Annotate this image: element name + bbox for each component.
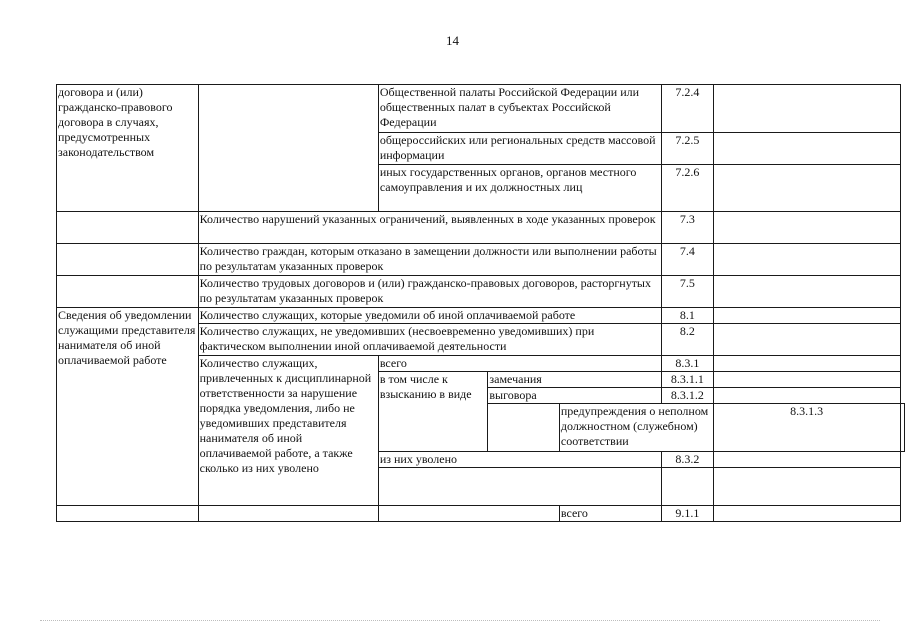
row-9-1-1-code: 9.1.1 bbox=[662, 506, 714, 522]
row-8-3-1-text: всего bbox=[378, 356, 662, 372]
value-cell bbox=[714, 276, 901, 308]
row-8-1-text: Количество служащих, которые уведомили об иной оплачиваемой работе bbox=[198, 308, 662, 324]
block7-label-cell bbox=[57, 85, 199, 212]
value-cell bbox=[714, 133, 901, 165]
value-cell bbox=[714, 212, 901, 244]
block8-sub-label-cell bbox=[198, 356, 378, 506]
row-8-3-1-code: 8.3.1 bbox=[662, 356, 714, 372]
report-table bbox=[56, 84, 905, 522]
penalty-label: в том числе к взысканию в виде bbox=[379, 372, 472, 401]
value-cell bbox=[714, 388, 901, 404]
row-7-3-code: 7.3 bbox=[662, 212, 714, 244]
penalty-label-cell bbox=[378, 372, 488, 452]
page-number: 14 bbox=[446, 33, 459, 48]
value-cell bbox=[714, 165, 901, 212]
row-8-3-1-3-code: 8.3.1.3 bbox=[714, 404, 901, 452]
row-9-1-1-text: всего bbox=[559, 506, 662, 522]
block8-sub-label: Количество служащих, привлеченных к дисциплинарной ответственности за нарушение порядка уведомления, либо не уведомивших представителя нанимателя об иной оплачиваемой работе, а также сколько из них уволено bbox=[199, 356, 372, 475]
block7-empty-cell bbox=[198, 85, 378, 212]
block8-label-cell bbox=[57, 308, 199, 506]
row-8-3-1-1-text: замечания bbox=[488, 372, 662, 388]
row-8-2-text: Количество служащих, не уведомивших (несвоевременно уведомивших) при фактическом выполнении иной оплачиваемой деятельности bbox=[198, 324, 662, 356]
value-cell bbox=[714, 244, 901, 276]
value-cell bbox=[714, 308, 901, 324]
item-7-2-4-code: 7.2.4 bbox=[662, 85, 714, 133]
row-8-3-1-2-text: выговора bbox=[488, 388, 662, 404]
empty-cell bbox=[57, 506, 199, 522]
item-7-2-5-text: общероссийских или региональных средств массовой информации bbox=[378, 133, 662, 165]
penalty-spacer-cell bbox=[488, 404, 559, 452]
row-8-3-2-text: из них уволено bbox=[378, 452, 662, 468]
row-7-5-text: Количество трудовых договоров и (или) гражданско-правовых договоров, расторгнутых по результатам указанных проверок bbox=[198, 276, 662, 308]
value-cell bbox=[714, 506, 901, 522]
value-cell bbox=[714, 356, 901, 372]
row-8-2-code: 8.2 bbox=[662, 324, 714, 356]
value-cell bbox=[901, 404, 905, 452]
item-7-2-4-text: Общественной палаты Российской Федерации или общественных палат в субъектах Российской Федерации bbox=[378, 85, 662, 133]
item-7-2-6-text: иных государственных органов, органов местного самоуправления и их должностных лиц bbox=[378, 165, 662, 212]
empty-cell bbox=[57, 244, 199, 276]
empty-cell bbox=[57, 212, 199, 244]
value-cell bbox=[714, 452, 901, 468]
row-8-1-code: 8.1 bbox=[662, 308, 714, 324]
row-8-3-1-3-text: предупреждения о неполном должностном (служебном) соответствии bbox=[559, 404, 713, 452]
value-cell bbox=[714, 324, 901, 356]
value-filler-cell bbox=[714, 468, 901, 506]
block7-label: договора и (или) гражданско-правового договора в случаях, предусмотренных законодательством bbox=[58, 85, 173, 159]
row-8-3-1-2-code: 8.3.1.2 bbox=[662, 388, 714, 404]
block8-label: Сведения об уведомлении служащими представителя нанимателя об иной оплачиваемой работе bbox=[58, 308, 196, 367]
empty-cell bbox=[57, 276, 199, 308]
row-7-4-text: Количество граждан, которым отказано в замещении должности или выполнении работы по результатам указанных проверок bbox=[198, 244, 662, 276]
empty-cell bbox=[198, 506, 378, 522]
row-7-3-text: Количество нарушений указанных ограничений, выявленных в ходе указанных проверок bbox=[198, 212, 662, 244]
code-filler-cell bbox=[662, 468, 714, 506]
value-cell bbox=[714, 372, 901, 388]
value-cell bbox=[714, 85, 901, 133]
item-7-2-5-code: 7.2.5 bbox=[662, 133, 714, 165]
row-8-3-1-1-code: 8.3.1.1 bbox=[662, 372, 714, 388]
item-7-2-6-code: 7.2.6 bbox=[662, 165, 714, 212]
empty-cell bbox=[378, 506, 559, 522]
scan-artifact-line bbox=[40, 620, 880, 621]
row-8-3-2-code: 8.3.2 bbox=[662, 452, 714, 468]
dismissed-filler-cell bbox=[378, 468, 662, 506]
row-7-4-code: 7.4 bbox=[662, 244, 714, 276]
row-7-5-code: 7.5 bbox=[662, 276, 714, 308]
